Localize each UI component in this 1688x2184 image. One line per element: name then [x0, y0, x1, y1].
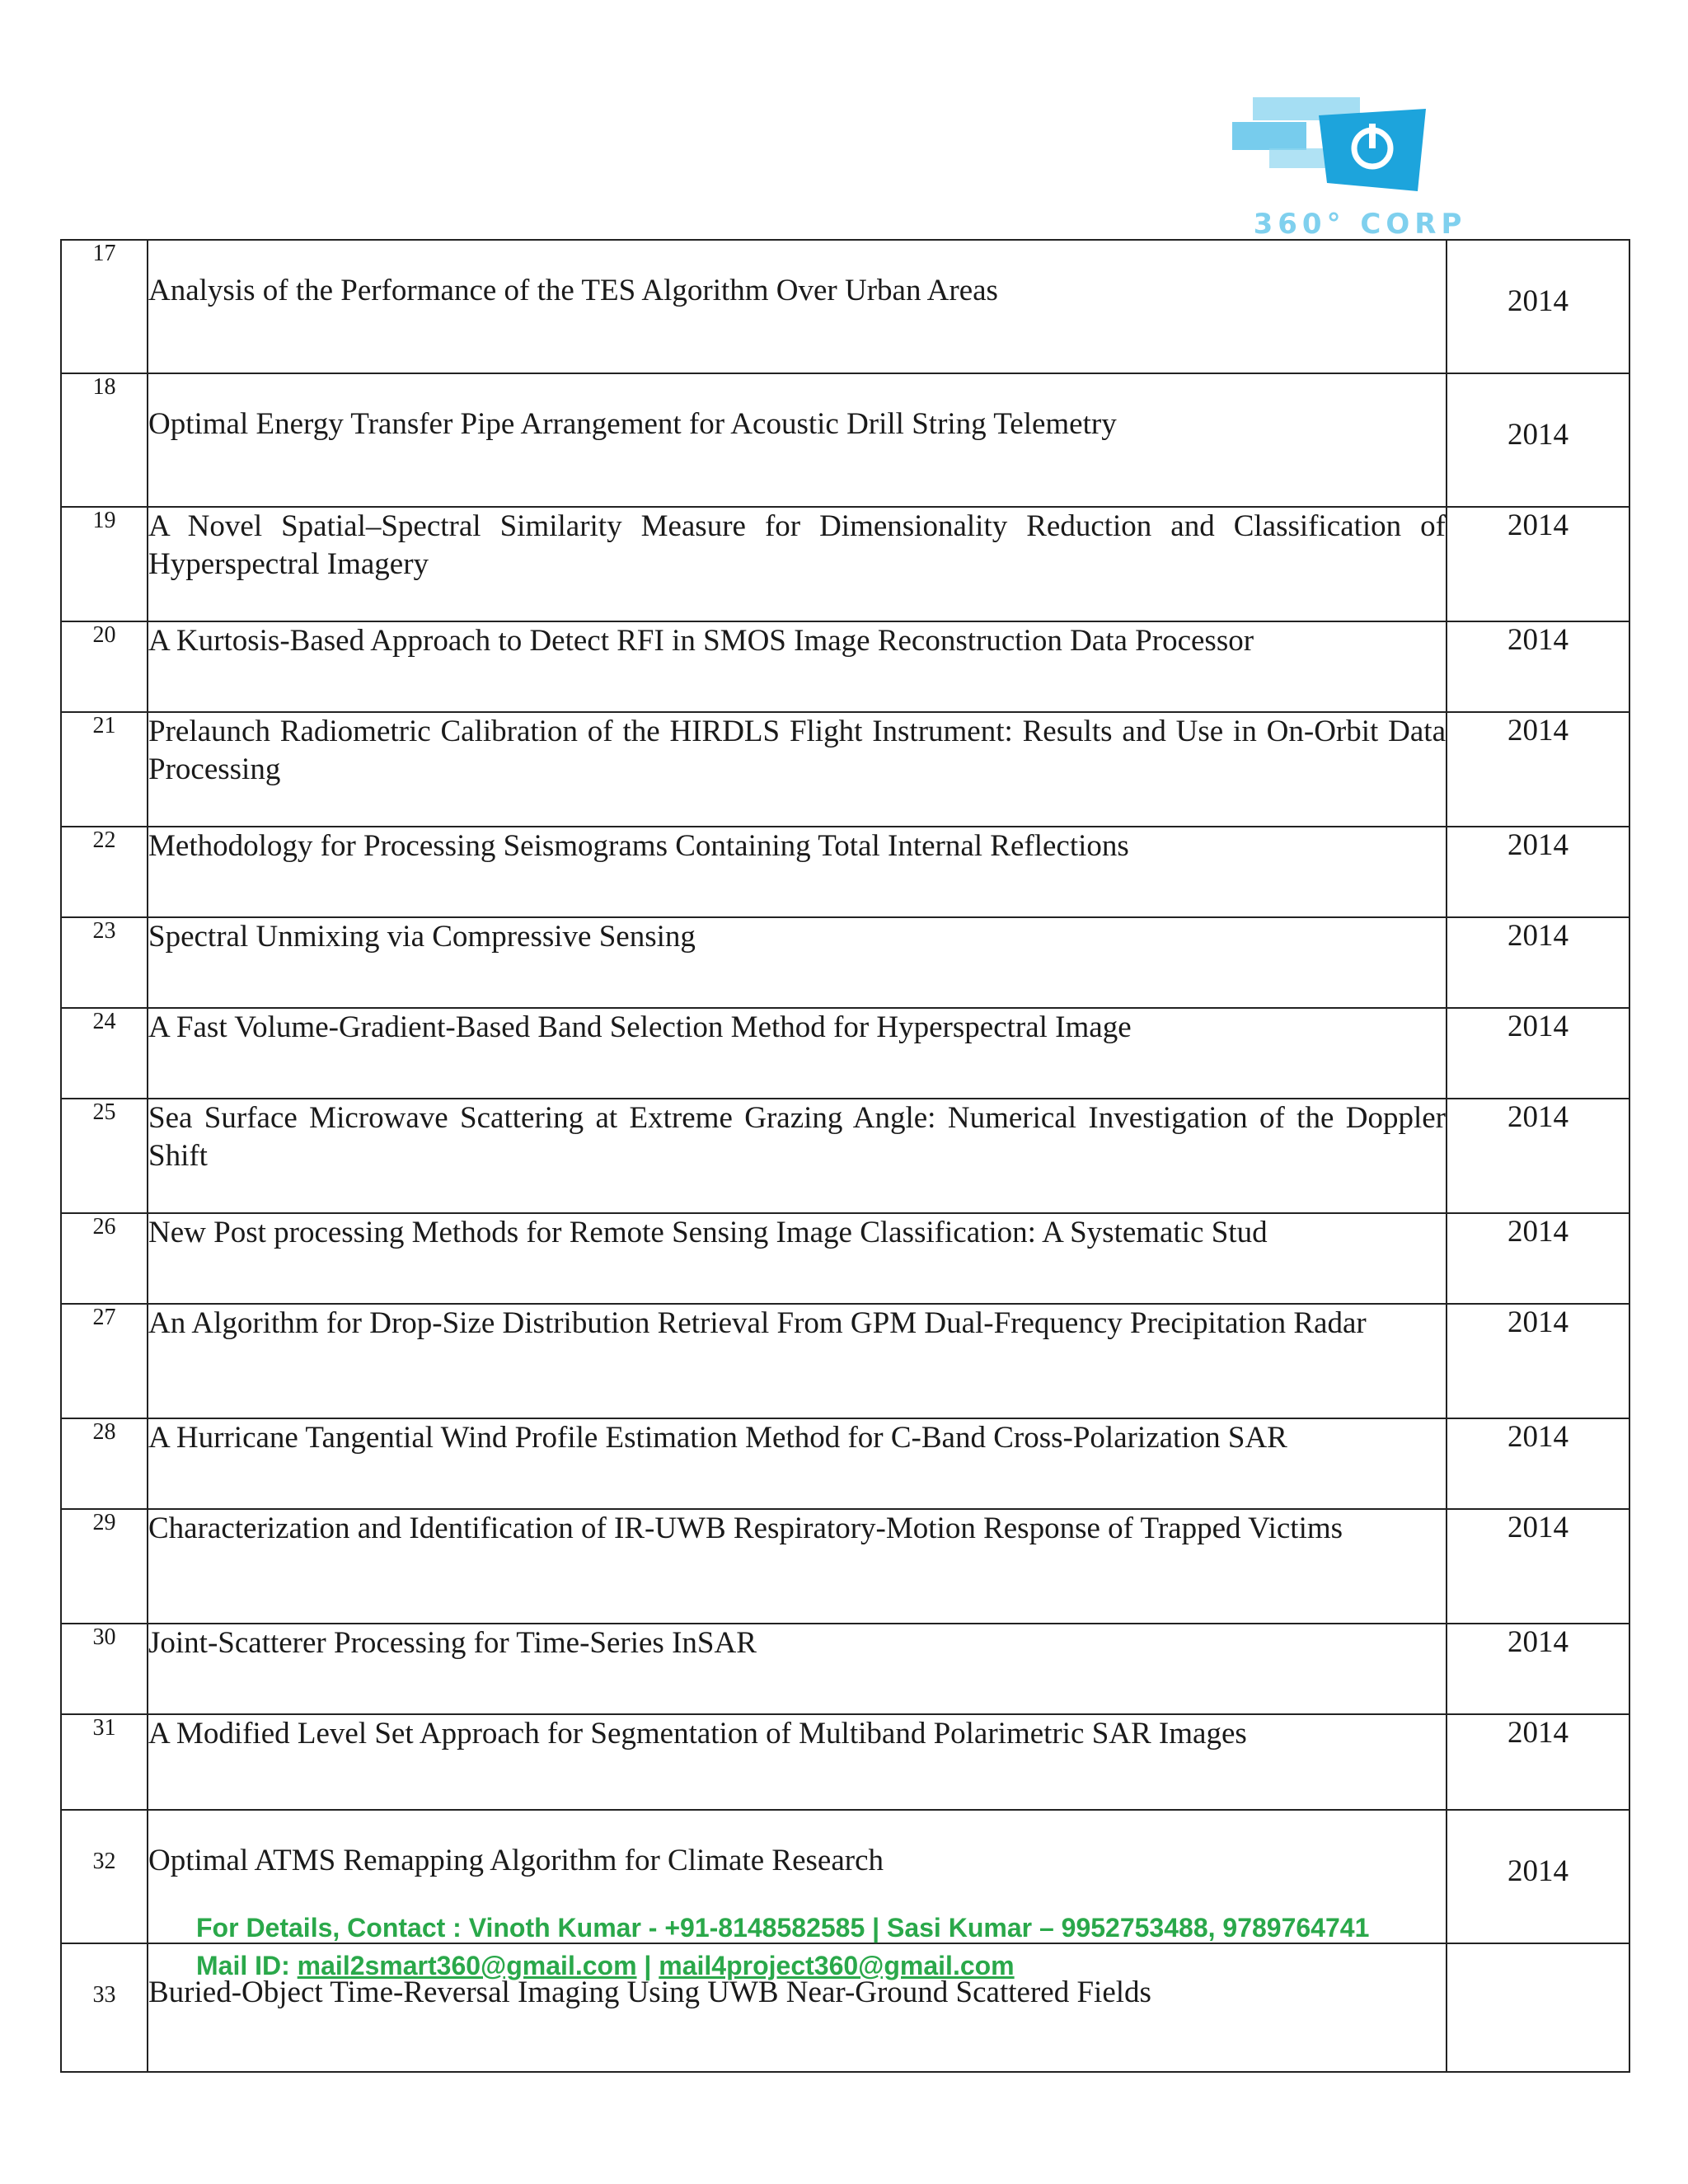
table-row: [61, 1213, 1629, 1304]
project-title: Characterization and Identification of IR-UWB Respiratory-Motion Response of Trapped Victims: [148, 1509, 1447, 1624]
mail-line: [0, 1947, 1688, 1985]
row-number: 19: [61, 507, 148, 621]
row-number: 25: [61, 1099, 148, 1213]
project-title: Buried-Object Time-Reversal Imaging Using UWB Near-Ground Scattered Fields: [148, 1943, 1447, 2072]
table-row: [61, 917, 1629, 1008]
table-row: [61, 1624, 1629, 1714]
table-row: [61, 1509, 1629, 1624]
row-number: 24: [61, 1008, 148, 1099]
row-number: 21: [61, 712, 148, 827]
table-row: [61, 827, 1629, 917]
project-year: 2014: [1447, 917, 1629, 1008]
project-title: A Novel Spatial–Spectral Similarity Measure for Dimensionality Reduction and Classification of Hyperspectral Imagery: [148, 507, 1447, 621]
table-row: [61, 1714, 1629, 1810]
project-year: 2014: [1447, 507, 1629, 621]
row-number: 28: [61, 1418, 148, 1509]
project-title: Spectral Unmixing via Compressive Sensing: [148, 917, 1447, 1008]
projects-table: [60, 239, 1630, 2073]
project-year: 2014: [1447, 1213, 1629, 1304]
row-number: 32: [61, 1810, 148, 1943]
project-title: A Fast Volume-Gradient-Based Band Selection Method for Hyperspectral Image: [148, 1008, 1447, 1099]
project-title: Optimal ATMS Remapping Algorithm for Climate Research: [148, 1810, 1447, 1943]
email-separator: |: [636, 1951, 659, 1980]
email-link-1[interactable]: mail2smart360@gmail.com: [297, 1951, 637, 1980]
footer: [0, 1909, 1688, 1985]
project-year: 2014: [1447, 1418, 1629, 1509]
project-year: 2014: [1447, 1008, 1629, 1099]
project-title: A Modified Level Set Approach for Segmentation of Multiband Polarimetric SAR Images: [148, 1714, 1447, 1810]
project-year: 2014: [1447, 1810, 1629, 1943]
project-year: 2014: [1447, 712, 1629, 827]
project-year: 2014: [1447, 621, 1629, 712]
project-title: Optimal Energy Transfer Pipe Arrangement for Acoustic Drill String Telemetry: [148, 373, 1447, 507]
project-title: Joint-Scatterer Processing for Time-Series InSAR: [148, 1624, 1447, 1714]
row-number: 33: [61, 1943, 148, 2072]
project-title: Methodology for Processing Seismograms Containing Total Internal Reflections: [148, 827, 1447, 917]
project-year: 2014: [1447, 240, 1629, 373]
table-row: [61, 240, 1629, 373]
project-title: An Algorithm for Drop-Size Distribution Retrieval From GPM Dual-Frequency Precipitation Radar: [148, 1304, 1447, 1418]
project-title: A Kurtosis-Based Approach to Detect RFI in SMOS Image Reconstruction Data Processor: [148, 621, 1447, 712]
project-title: New Post processing Methods for Remote Sensing Image Classification: A Systematic Stud: [148, 1213, 1447, 1304]
table-row: [61, 507, 1629, 621]
logo-text: 360° CORP: [1253, 208, 1467, 241]
row-number: 29: [61, 1509, 148, 1624]
project-year: 2014: [1447, 827, 1629, 917]
project-year: 2014: [1447, 1304, 1629, 1418]
table-row: [61, 621, 1629, 712]
project-year: 2014: [1447, 1624, 1629, 1714]
row-number: 30: [61, 1624, 148, 1714]
project-title: Analysis of the Performance of the TES Algorithm Over Urban Areas: [148, 240, 1447, 373]
company-logo: [1220, 91, 1492, 239]
table-row: [61, 1418, 1629, 1509]
contact-line: For Details, Contact : Vinoth Kumar - +91-8148582585 | Sasi Kumar – 9952753488, 9789764741: [196, 1913, 1370, 1943]
row-number: 17: [61, 240, 148, 373]
project-year: 2014: [1447, 373, 1629, 507]
table-row: [61, 1099, 1629, 1213]
project-title: Prelaunch Radiometric Calibration of the HIRDLS Flight Instrument: Results and Use in On-Orbit Data Processing: [148, 712, 1447, 827]
project-year: 2014: [1447, 1509, 1629, 1624]
row-number: 26: [61, 1213, 148, 1304]
table-row: [61, 1304, 1629, 1418]
row-number: 27: [61, 1304, 148, 1418]
row-number: 18: [61, 373, 148, 507]
project-title: Sea Surface Microwave Scattering at Extreme Grazing Angle: Numerical Investigation of the Doppler Shift: [148, 1099, 1447, 1213]
project-year: 2014: [1447, 1099, 1629, 1213]
email-link-2[interactable]: mail4project360@gmail.com: [659, 1951, 1015, 1980]
project-year: 2014: [1447, 1714, 1629, 1810]
row-number: 20: [61, 621, 148, 712]
row-number: 22: [61, 827, 148, 917]
table-row: [61, 1008, 1629, 1099]
table-row: [61, 373, 1629, 507]
project-title: A Hurricane Tangential Wind Profile Estimation Method for C-Band Cross-Polarization SAR: [148, 1418, 1447, 1509]
mail-label: Mail ID:: [196, 1951, 298, 1980]
row-number: 23: [61, 917, 148, 1008]
table-row: [61, 712, 1629, 827]
row-number: 31: [61, 1714, 148, 1810]
